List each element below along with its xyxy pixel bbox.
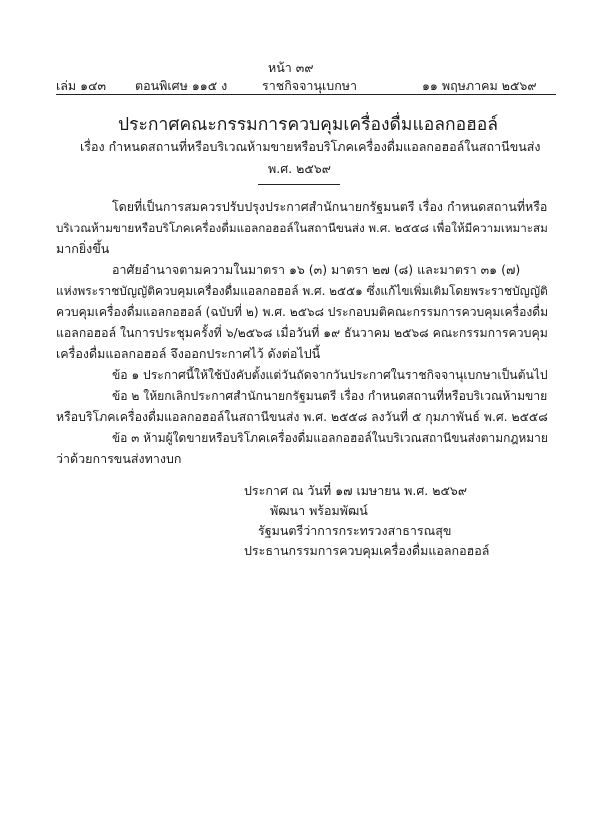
authority-line: อาศัยอำนาจตามความในมาตรา ๑๖ (๓) มาตรา ๒๗ (๘) และมาตรา ๓๑ (๗) (112, 262, 521, 277)
clause-2-line: ข้อ ๒ ให้ยกเลิกประกาศสำนักนายกรัฐมนตรี เรื่อง กำหนดสถานที่หรือบริเวณห้ามขาย (112, 389, 548, 403)
preamble-line: โดยที่เป็นการสมควรปรับปรุงประกาศสำนักนายกรัฐมนตรี เรื่อง กำหนดสถานที่หรือ (112, 199, 548, 214)
announcement-date: ประกาศ ณ วันที่ ๑๗ เมษายน พ.ศ. ๒๕๖๙ (244, 483, 468, 498)
title-separator (258, 184, 340, 185)
volume: เล่ม ๑๔๓ (56, 78, 107, 93)
section: ตอนพิเศษ ๑๑๕ ง (135, 78, 228, 93)
preamble-line: มากยิ่งขึ้น (56, 241, 110, 256)
announcement-year: พ.ศ. ๒๕๖๙ (268, 161, 331, 176)
authority-line: แห่งพระราชบัญญัติควบคุมเครื่องดื่มแอลกอฮอล์ พ.ศ. ๒๕๕๑ ซึ่งแก้ไขเพิ่มเติมโดยพระราชบัญญัติ (56, 284, 548, 298)
signatory-position: รัฐมนตรีว่าการกระทรวงสาธารณสุข (258, 523, 452, 538)
clause-3-line: ว่าด้วยการขนส่งทางบก (56, 451, 182, 466)
authority-line: ควบคุมเครื่องดื่มแอลกอฮอล์ (ฉบับที่ ๒) พ.ศ. ๒๕๖๘ ประกอบมติคณะกรรมการควบคุมเครื่องดื่ม (56, 305, 549, 319)
gazette-date: ๑๑ พฤษภาคม ๒๕๖๙ (422, 78, 537, 93)
clause-2-line: หรือบริโภคเครื่องดื่มแอลกอฮอล์ในสถานีขนส่ง พ.ศ. ๒๕๕๘ ลงวันที่ ๕ กุมภาพันธ์ พ.ศ. ๒๕๕๘ (56, 410, 548, 424)
header-rule (56, 94, 556, 95)
gazette-name: ราชกิจจานุเบกษา (262, 78, 358, 93)
authority-line: เครื่องดื่มแอลกอฮอล์ จึงออกประกาศไว้ ดังต่อไปนี้ (56, 346, 321, 361)
preamble-line: บริเวณห้ามขายหรือบริโภคเครื่องดื่มแอลกอฮอล์ในสถานีขนส่ง พ.ศ. ๒๕๕๘ เพื่อให้มีความเหมาะสม (56, 221, 548, 235)
page-number: หน้า ๓๙ (268, 60, 314, 75)
clause-1-line: ข้อ ๑ ประกาศนี้ให้ใช้บังคับตั้งแต่วันถัดจากวันประกาศในราชกิจจานุเบกษาเป็นต้นไป (112, 368, 548, 382)
authority-line: แอลกอฮอล์ ในการประชุมครั้งที่ ๖/๒๕๖๘ เมื่อวันที่ ๑๙ ธันวาคม ๒๕๖๘ คณะกรรมการควบคุม (56, 326, 548, 340)
clause-3-line: ข้อ ๓ ห้ามผู้ใดขายหรือบริโภคเครื่องดื่มแอลกอฮอล์ในบริเวณสถานีขนส่งตามกฎหมาย (112, 431, 548, 445)
signatory-name: พัฒนา พร้อมพัฒน์ (270, 503, 368, 518)
announcement-title: ประกาศคณะกรรมการควบคุมเครื่องดื่มแอลกอฮอล์ (118, 115, 498, 135)
announcement-subject: เรื่อง กำหนดสถานที่หรือบริเวณห้ามขายหรือบริโภคเครื่องดื่มแอลกอฮอล์ในสถานีขนส่ง (80, 139, 541, 154)
signatory-position: ประธานกรรมการควบคุมเครื่องดื่มแอลกอฮอล์ (244, 543, 490, 558)
